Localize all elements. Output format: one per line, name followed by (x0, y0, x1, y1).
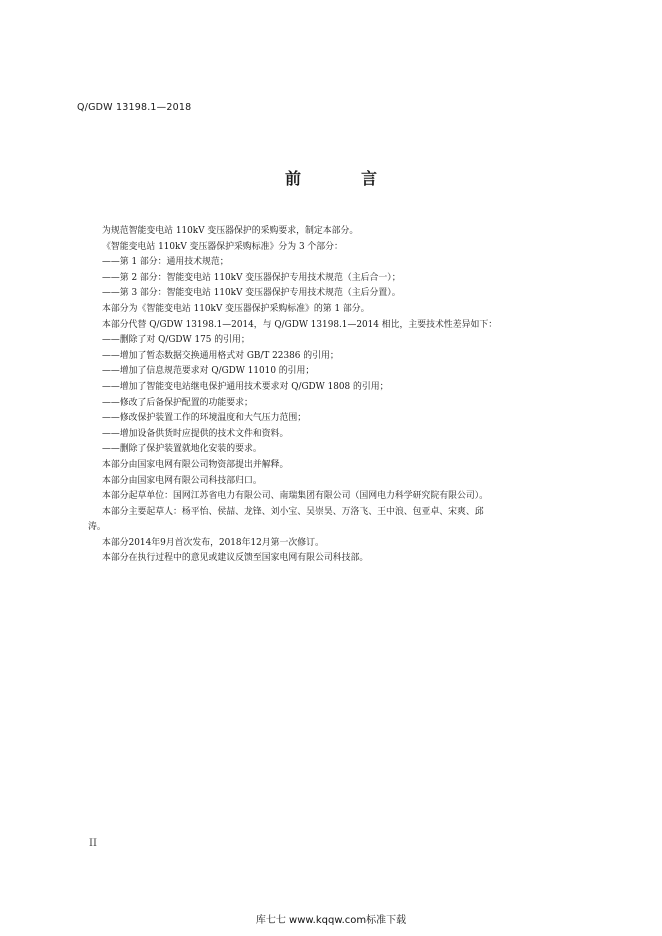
page-title: 前 言 (284, 169, 399, 188)
list-item: ——第 3 部分：智能变电站 110kV 变压器保护专用技术规范（主后分置）。 (102, 288, 401, 299)
paragraph: 《智能变电站 110kV 变压器保护采购标准》分为 3 个部分： (102, 241, 343, 252)
paragraph: 本部分由国家电网有限公司物资部提出并解释。 (102, 459, 289, 470)
paragraph: 为规范智能变电站 110kV 变压器保护的采购要求，制定本部分。 (102, 226, 359, 236)
list-item: ——删除了对 Q/GDW 175 的引用； (102, 335, 250, 346)
list-item: ——增加了信息规范要求对 Q/GDW 11010 的引用； (102, 366, 315, 377)
paragraph: 本部分2014年9月首次发布，2018年12月第一次修订。 (102, 537, 324, 548)
list-item: ——修改了后备保护配置的功能要求； (102, 397, 253, 408)
standard-code: Q/GDW 13198.1—2018 (77, 102, 192, 113)
paragraph: 本部分主要起草人：杨平怡、侯喆、龙锋、刘小宝、吴崇昊、万洛飞、王中浪、包亚卓、宋爽、邱 (102, 506, 484, 517)
footer-watermark: 库七七 www.kqqw.com标准下载 (255, 915, 407, 926)
list-item: ——第 2 部分：智能变电站 110kV 变压器保护专用技术规范（主后合一）； (102, 272, 401, 283)
list-item: ——第 1 部分：通用技术规范； (102, 257, 229, 268)
paragraph: 本部分在执行过程中的意见或建议反馈至国家电网有限公司科技部。 (102, 553, 369, 564)
list-item: ——修改保护装置工作的环境温度和大气压力范围； (102, 413, 307, 424)
list-item: ——增加了暂态数据交换通用格式对 GB/T 22386 的引用； (102, 350, 339, 361)
paragraph-continuation: 涛。 (88, 522, 106, 533)
list-item: ——增加设备供货时应提供的技术文件和资料。 (102, 428, 289, 439)
paragraph: 本部分由国家电网有限公司科技部归口。 (102, 475, 262, 486)
paragraph: 本部分起草单位：国网江苏省电力有限公司、南瑞集团有限公司（国网电力科学研究院有限公司）。 (102, 491, 489, 502)
page-number: II (89, 838, 97, 849)
list-item: ——增加了智能变电站继电保护通用技术要求对 Q/GDW 1808 的引用； (102, 381, 389, 392)
foreword-body (88, 224, 584, 567)
list-item: ——删除了保护装置就地化安装的要求。 (102, 444, 262, 455)
paragraph: 本部分为《智能变电站 110kV 变压器保护采购标准》的第 1 部分。 (102, 303, 370, 314)
paragraph: 本部分代替 Q/GDW 13198.1—2014，与 Q/GDW 13198.1—2014 相比，主要技术性差异如下： (102, 319, 498, 330)
